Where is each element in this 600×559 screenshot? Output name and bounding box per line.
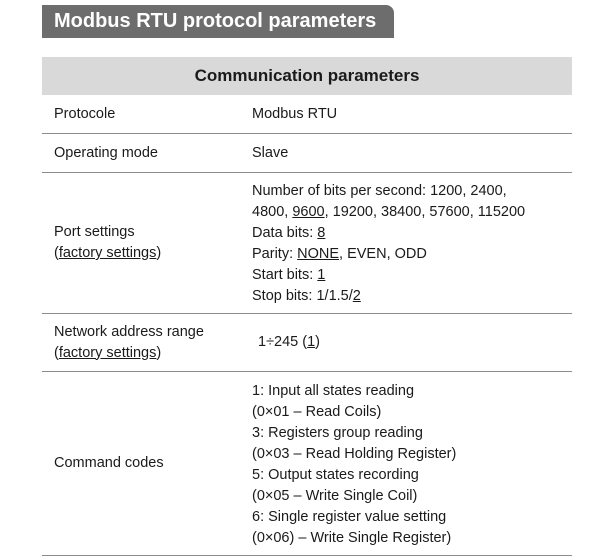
port-settings-value bbox=[242, 173, 572, 313]
port-settings-note: (factory settings) bbox=[54, 245, 162, 261]
bitrate-default: 9600 bbox=[292, 204, 325, 220]
network-address-note: (factory settings) bbox=[54, 344, 162, 361]
command-line: (0×01 – Read Coils) bbox=[252, 403, 382, 420]
data-bits-line: Data bits: 8 bbox=[252, 225, 326, 241]
bitrate-line-2: 4800, 9600, 19200, 38400, 57600, 115200 bbox=[252, 204, 526, 220]
port-settings-label-text: Port settings bbox=[54, 224, 135, 240]
parity-line: Parity: NONE, EVEN, ODD bbox=[252, 246, 427, 262]
port-settings-label bbox=[42, 173, 242, 313]
protocol-label bbox=[42, 95, 242, 133]
stop-bits-line: Stop bits: 1/1.5/2 bbox=[252, 288, 361, 304]
factory-settings-note: factory settings bbox=[58, 245, 157, 261]
command-codes-value bbox=[242, 372, 572, 555]
table-row-protocol bbox=[42, 95, 572, 134]
command-line: 3: Registers group reading bbox=[252, 424, 423, 441]
bitrate-line-1: Number of bits per second: 1200, 2400, bbox=[252, 183, 507, 199]
table-header: Communication parameters bbox=[42, 57, 572, 95]
parity-default: NONE bbox=[297, 246, 340, 262]
start-bits-default: 1 bbox=[317, 267, 326, 283]
table-row-operating-mode bbox=[42, 134, 572, 173]
operating-mode-label-text: Operating mode bbox=[54, 144, 158, 161]
protocol-value-text: Modbus RTU bbox=[252, 105, 338, 122]
command-codes-label bbox=[42, 372, 242, 555]
start-bits-line: Start bits: 1 bbox=[252, 267, 326, 283]
network-address-value bbox=[242, 314, 572, 371]
network-address-label-text: Network address range bbox=[54, 323, 204, 340]
operating-mode-value-text: Slave bbox=[252, 144, 289, 161]
protocol-value bbox=[242, 95, 572, 133]
table-row-command-codes bbox=[42, 372, 572, 556]
parameters-table bbox=[42, 57, 572, 556]
operating-mode-value bbox=[242, 134, 572, 172]
page-title: Modbus RTU protocol parameters bbox=[42, 5, 394, 38]
stop-bits-default: 2 bbox=[352, 288, 361, 304]
command-line: 1: Input all states reading bbox=[252, 382, 415, 399]
command-line: 6: Single register value setting bbox=[252, 508, 447, 525]
command-line: (0×03 – Read Holding Register) bbox=[252, 445, 457, 462]
table-row-network-address bbox=[42, 314, 572, 372]
data-bits-default: 8 bbox=[317, 225, 326, 241]
protocol-label-text: Protocole bbox=[54, 105, 116, 122]
operating-mode-label bbox=[42, 134, 242, 172]
command-line: 5: Output states recording bbox=[252, 466, 419, 483]
factory-settings-note: factory settings bbox=[58, 344, 157, 361]
command-line: (0×05 – Write Single Coil) bbox=[252, 487, 418, 504]
command-line: (0×06) – Write Single Register) bbox=[252, 529, 452, 546]
command-codes-label-text: Command codes bbox=[54, 455, 164, 471]
network-address-label bbox=[42, 314, 242, 371]
network-address-default: 1 bbox=[307, 334, 316, 350]
network-address-range: 1÷245 (1) bbox=[258, 334, 320, 350]
table-row-port-settings bbox=[42, 173, 572, 314]
